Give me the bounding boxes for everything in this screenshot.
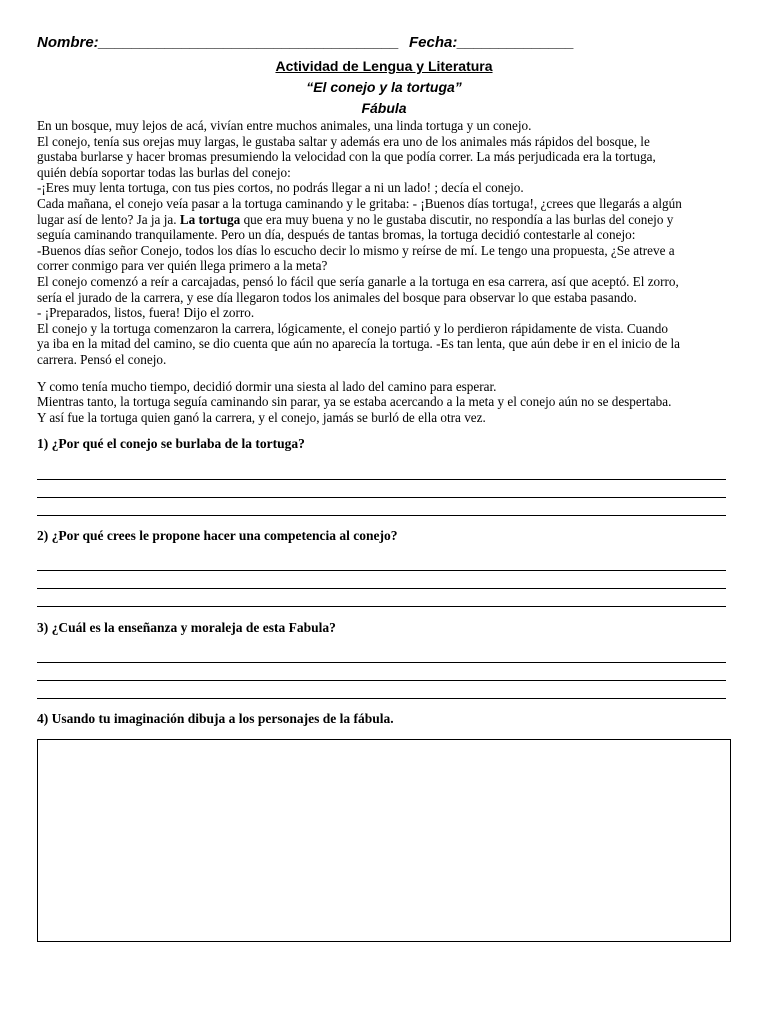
answer-line[interactable] bbox=[37, 680, 726, 681]
story-line: carrera. Pensó el conejo. bbox=[37, 351, 167, 367]
story-line: Cada mañana, el conejo veía pasar a la tortuga caminando y le gritaba: - ¡Buenos días tortuga!, ¿crees que llegarás a algún bbox=[37, 195, 682, 211]
answer-line[interactable] bbox=[37, 662, 726, 663]
story-line: -Buenos días señor Conejo, todos los días lo escucho decir lo mismo y reírse de mí. Le tengo una propuesta, ¿Se atreve a bbox=[37, 242, 675, 258]
story-line: En un bosque, muy lejos de acá, vivían entre muchos animales, una linda tortuga y un conejo. bbox=[37, 118, 532, 133]
question-3: 3) ¿Cuál es la enseñanza y moraleja de esta Fabula? bbox=[37, 620, 336, 635]
story-line: seguía caminando tranquilamente. Pero un día, después de tantas bromas, la tortuga decidió contestarle al conejo: bbox=[37, 227, 636, 243]
question-4: 4) Usando tu imaginación dibuja a los personajes de la fábula. bbox=[37, 711, 394, 726]
story-line: Mientras tanto, la tortuga seguía caminando sin parar, ya se estaba acercando a la meta y el conejo aún no se despertaba. bbox=[37, 394, 672, 410]
story-line: quién debía soportar todas las burlas del conejo: bbox=[37, 164, 291, 180]
story-text-part: lugar así de lento? Ja ja ja. bbox=[37, 211, 180, 227]
question-1: 1) ¿Por qué el conejo se burlaba de la tortuga? bbox=[37, 436, 305, 451]
answer-line[interactable] bbox=[37, 606, 726, 607]
answer-line[interactable] bbox=[37, 570, 726, 571]
answer-line[interactable] bbox=[37, 698, 726, 699]
header-row bbox=[37, 34, 575, 51]
story-text bbox=[37, 118, 737, 425]
answer-line[interactable] bbox=[37, 497, 726, 498]
question-2: 2) ¿Por qué crees le propone hacer una competencia al conejo? bbox=[37, 528, 398, 543]
story-line: Y así fue la tortuga quien ganó la carrera, y el conejo, jamás se burló de ella otra vez. bbox=[37, 409, 486, 425]
genre-title: Fábula bbox=[361, 100, 407, 116]
story-line: ya iba en la mitad del camino, se dio cuenta que aún no aparecía la tortuga. -Es tan lenta, que aún debe ir en el inicio de la bbox=[37, 336, 681, 352]
story-line: gustaba burlarse y hacer bromas presumiendo la velocidad con la que podía correr. La más perjudicada era la tortuga, bbox=[37, 149, 656, 165]
story-line: El conejo comenzó a reír a carcajadas, pensó lo fácil que sería ganarle a la tortuga en esa carrera, así que aceptó. El zorro, bbox=[37, 273, 679, 289]
story-line: El conejo, tenía sus orejas muy largas, le gustaba saltar y además era uno de los animales más rápidos del bosque, le bbox=[37, 133, 650, 149]
story-line: El conejo y la tortuga comenzaron la carrera, lógicamente, el conejo partió y lo perdieron rápidamente de vista. Cuando bbox=[37, 320, 668, 336]
answer-line[interactable] bbox=[37, 515, 726, 516]
name-field-label[interactable]: Nombre:____________________________________ bbox=[37, 34, 399, 51]
activity-title: Actividad de Lengua y Literatura bbox=[275, 58, 493, 74]
story-bold-text: La tortuga bbox=[179, 211, 241, 227]
story-line: -¡Eres muy lenta tortuga, con tus pies cortos, no podrás llegar a ni un lado! ; decía el conejo. bbox=[37, 180, 524, 196]
story-title: “El conejo y la tortuga” bbox=[306, 79, 462, 95]
story-line: - ¡Preparados, listos, fuera! Dijo el zorro. bbox=[37, 305, 255, 321]
story-line: correr conmigo para ver quién llega primero a la meta? bbox=[37, 258, 328, 274]
answer-line[interactable] bbox=[37, 479, 726, 480]
answer-line[interactable] bbox=[37, 588, 726, 589]
story-line bbox=[37, 212, 737, 228]
story-line: sería el jurado de la carrera, y ese día llegaron todos los animales del bosque para observar lo que estaba pasando. bbox=[37, 289, 637, 305]
story-line: Y como tenía mucho tiempo, decidió dormir una siesta al lado del camino para esperar. bbox=[37, 378, 497, 394]
date-field-label[interactable]: Fecha:______________ bbox=[409, 34, 575, 51]
story-text-part: que era muy buena y no le gustaba discutir, no respondía a las burlas del conejo y bbox=[240, 211, 674, 227]
drawing-box[interactable] bbox=[37, 739, 731, 942]
